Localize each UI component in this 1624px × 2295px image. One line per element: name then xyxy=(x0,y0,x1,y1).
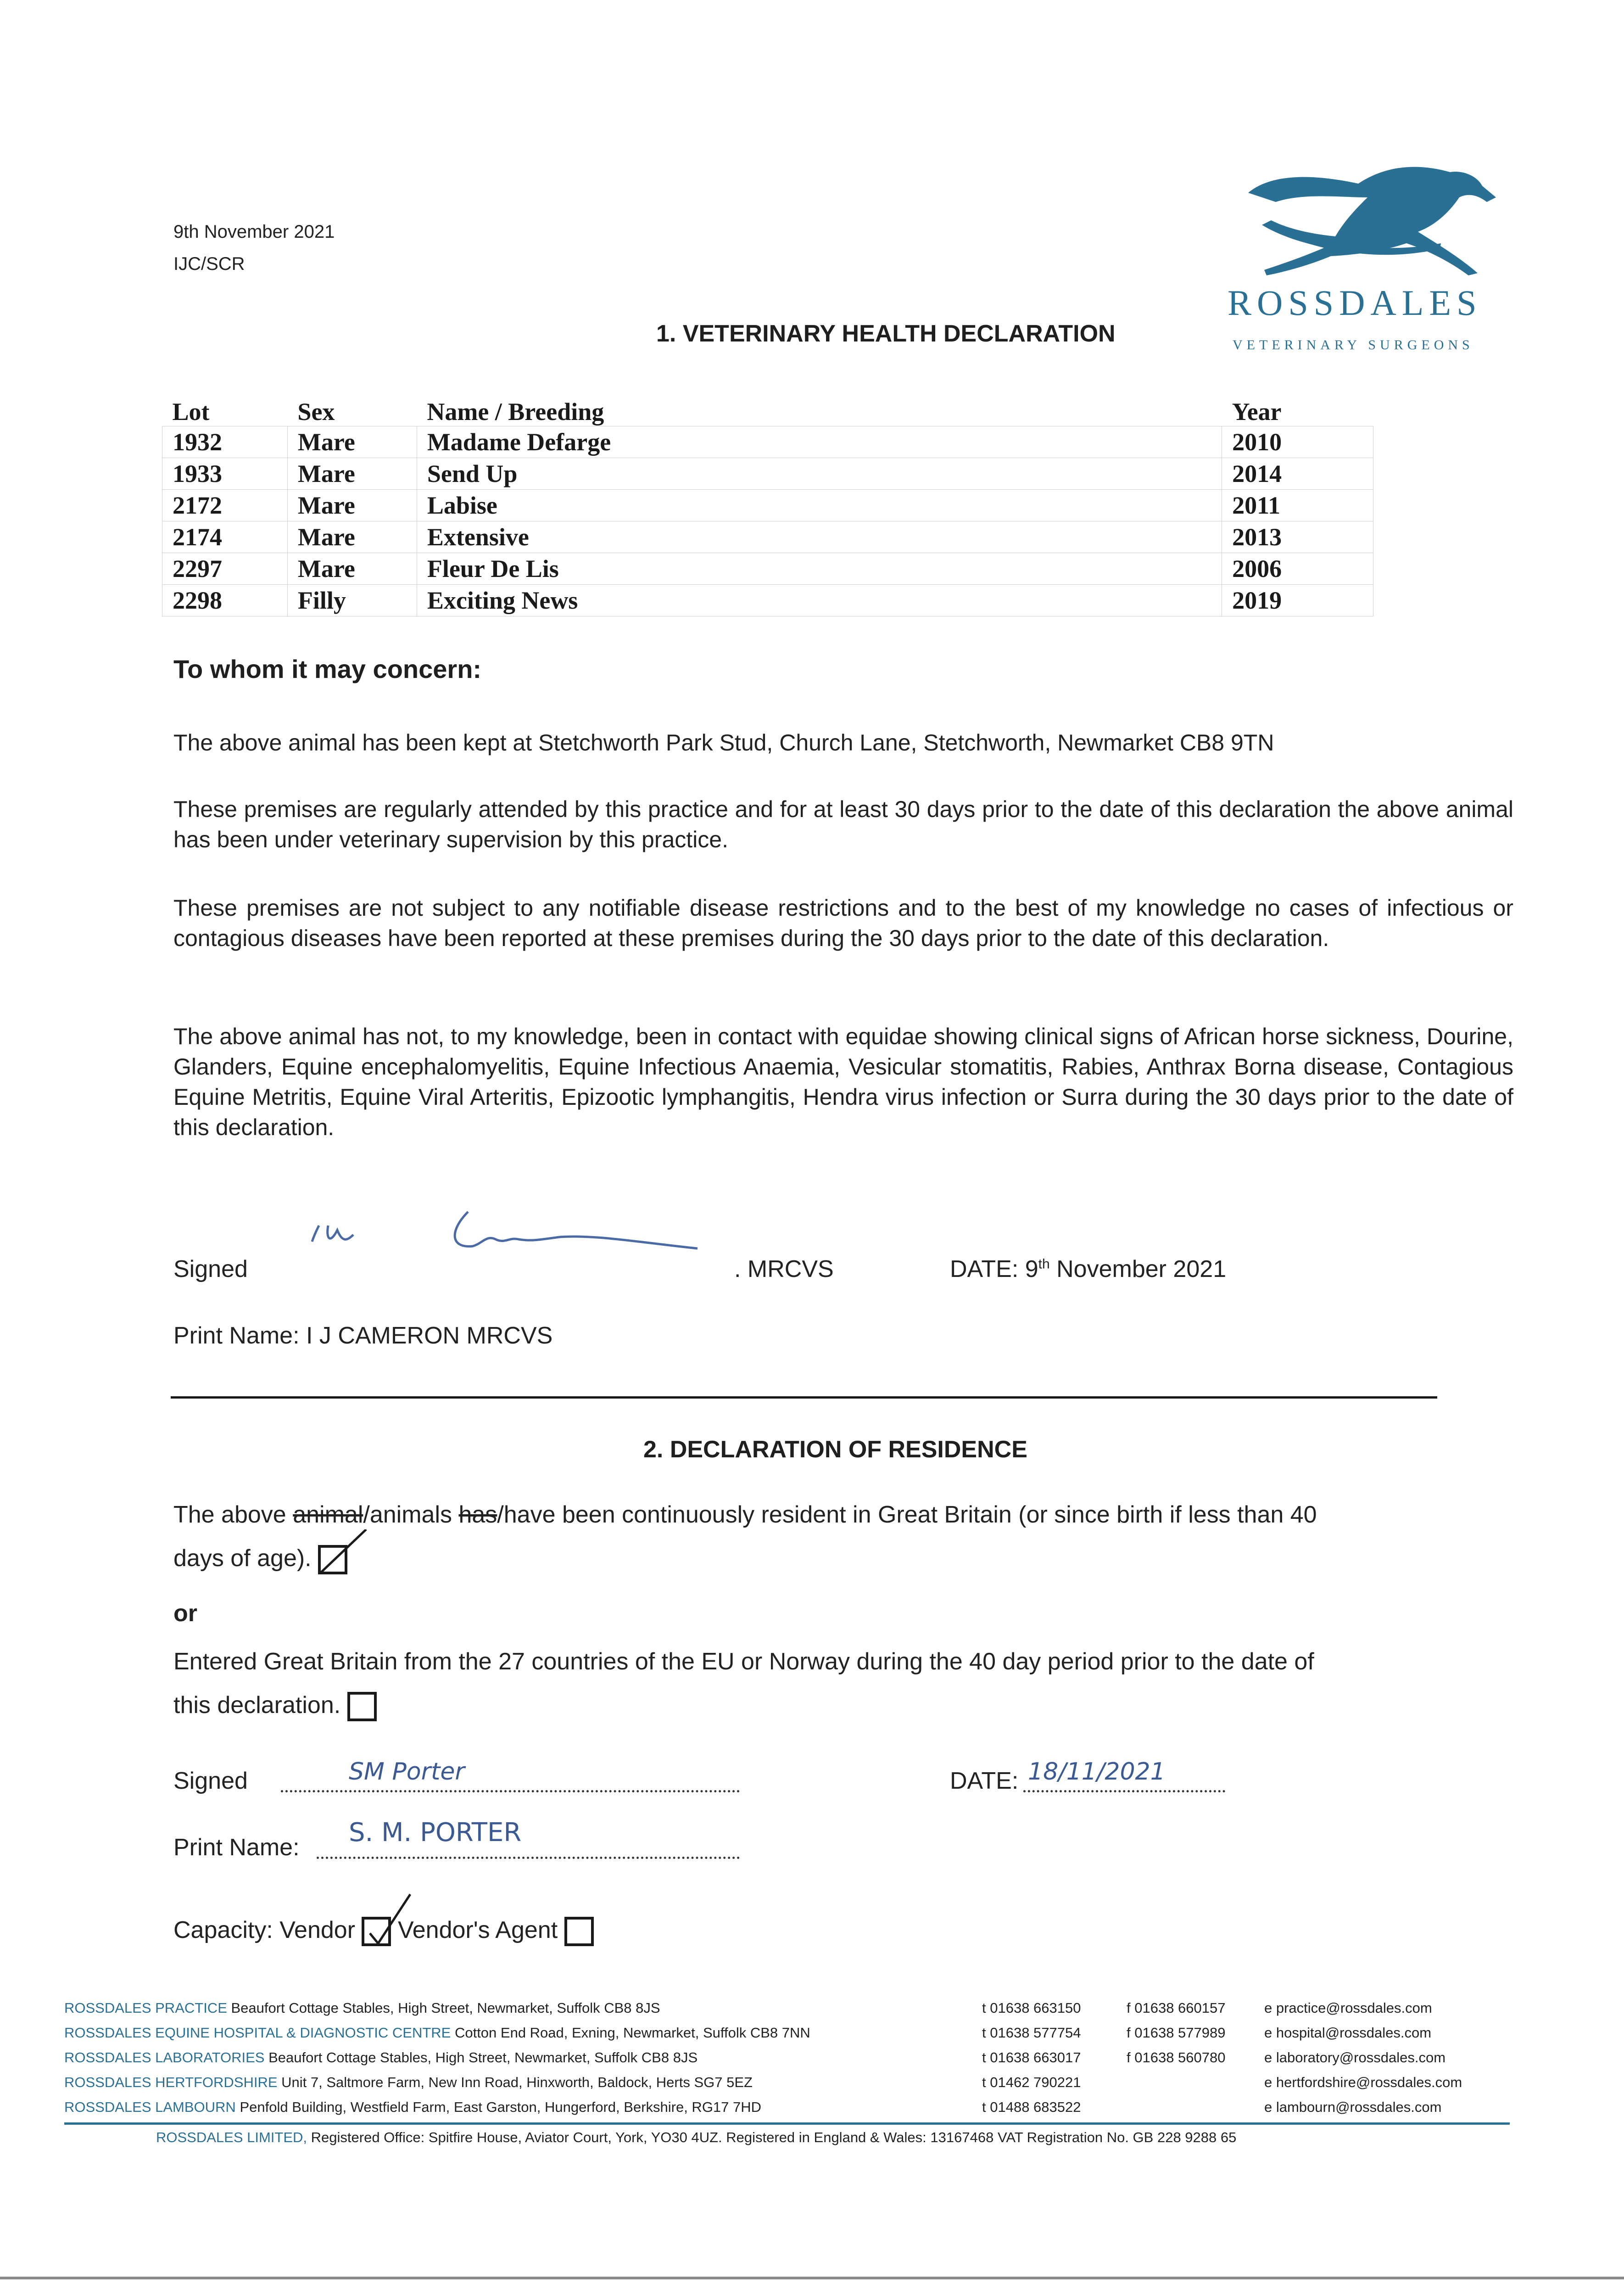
table-header-row xyxy=(162,382,1373,426)
tick-icon xyxy=(364,1892,415,1947)
cell-lot: 1933 xyxy=(162,458,288,490)
cell-lot: 2174 xyxy=(162,521,288,553)
section2-title: 2. DECLARATION OF RESIDENCE xyxy=(643,1436,1027,1463)
table-row xyxy=(162,458,1373,490)
cell-sex: Mare xyxy=(287,458,417,490)
tick-icon xyxy=(318,1529,368,1580)
cell-lot: 2298 xyxy=(162,585,288,616)
print-name-vet: Print Name: I J CAMERON MRCVS xyxy=(173,1322,553,1349)
cell-lot: 2297 xyxy=(162,553,288,585)
column-header-year: Year xyxy=(1232,398,1282,425)
cell-year: 2010 xyxy=(1222,426,1373,458)
cell-name: Exciting News xyxy=(417,585,1222,616)
salutation: To whom it may concern: xyxy=(173,655,482,683)
signature-graphic-icon xyxy=(303,1198,707,1276)
entered-line-1: Entered Great Britain from the 27 countries of the EU or Norway during the 40 day period prior to the date of xyxy=(173,1648,1314,1675)
cell-year: 2011 xyxy=(1222,490,1373,521)
letter-reference: IJC/SCR xyxy=(173,254,245,274)
signed-label: Signed xyxy=(173,1256,248,1282)
horse-logo-icon xyxy=(1221,151,1514,285)
signed-label-2: Signed xyxy=(173,1768,248,1794)
column-header-lot: Lot xyxy=(172,398,210,425)
cell-name: Extensive xyxy=(417,521,1222,553)
column-header-name: Name / Breeding xyxy=(427,398,604,425)
resident-checkbox[interactable] xyxy=(318,1545,347,1574)
capacity-row: Capacity: Vendor Vendor's Agent xyxy=(173,1916,594,1946)
registered-office: ROSSDALES LIMITED, Registered Office: Spitfire House, Aviator Court, York, YO30 4UZ. Registered in England & Wales: 13167468 VAT Registration No. GB 228 9288 65 xyxy=(156,2129,1237,2145)
paragraph-contact: The above animal has not, to my knowledge, been in contact with equidae showing clinical signs of African horse sickness, Dourine, Glanders, Equine encephalomyelitis, Equine Infectious Anaemia, Vesicular stomatitis, Rabies, Anthrax Borna disease, Contagious Equine Metritis, Equine Viral Arteritis, Epizootic lymphangitis, Hendra virus infection or Surra during the 30 days prior to the date of this declaration. xyxy=(173,1024,1513,1140)
table-row xyxy=(162,521,1373,553)
footer-office-row: ROSSDALES HERTFORDSHIRE Unit 7, Saltmore Farm, New Inn Road, Hinxworth, Baldock, Herts SG7 5EZ t 01462 790221 e hertfordshire@rossdales.com xyxy=(64,2074,1462,2090)
footer-offices xyxy=(64,1996,1514,2120)
section1-title: 1. VETERINARY HEALTH DECLARATION xyxy=(656,320,1116,347)
cell-year: 2006 xyxy=(1222,553,1373,585)
paragraph-premises: The above animal has been kept at Stetchworth Park Stud, Church Lane, Stetchworth, Newmarket CB8 9TN xyxy=(173,730,1274,756)
cell-lot: 1932 xyxy=(162,426,288,458)
mrcvs-label: . MRCVS xyxy=(734,1256,834,1282)
date-label-2: DATE: xyxy=(950,1768,1019,1794)
footer-office-row: ROSSDALES EQUINE HOSPITAL & DIAGNOSTIC CENTRE Cotton End Road, Exning, Newmarket, Suffolk CB8 7NN t 01638 577754 f 01638 577989 e hospital@rossdales.com xyxy=(64,2025,1432,2041)
table-row xyxy=(162,490,1373,521)
residence-line-1: The above animal/animals has/have been continuously resident in Great Britain (or since birth if less than 40 xyxy=(173,1501,1317,1528)
cell-sex: Filly xyxy=(287,585,417,616)
letter-date: 9th November 2021 xyxy=(173,222,335,242)
cell-name: Labise xyxy=(417,490,1222,521)
vendor-print-name: S. M. PORTER xyxy=(349,1818,522,1847)
paragraph-restrictions: These premises are not subject to any notifiable disease restrictions and to the best of my knowledge no cases of infectious or contagious diseases have been reported at these premises during the 30 days prior to the date of this declaration. xyxy=(173,895,1513,951)
logo-wordmark: ROSSDALES xyxy=(1228,283,1482,323)
entered-checkbox[interactable] xyxy=(347,1692,377,1721)
cell-year: 2019 xyxy=(1222,585,1373,616)
scan-edge xyxy=(0,2277,1624,2279)
residence-line-2: days of age). xyxy=(173,1545,347,1574)
vet-signature xyxy=(303,1198,707,1278)
paragraph-supervision: These premises are regularly attended by this practice and for at least 30 days prior to the date of this declaration the above animal has been under veterinary supervision by this practice. xyxy=(173,796,1513,852)
agent-checkbox[interactable] xyxy=(564,1917,594,1946)
table-row xyxy=(162,553,1373,585)
vendor-signature: SM Porter xyxy=(349,1758,465,1786)
logo-subtitle: VETERINARY SURGEONS xyxy=(1233,337,1474,353)
column-header-sex: Sex xyxy=(297,398,335,425)
footer-office-row: ROSSDALES PRACTICE Beaufort Cottage Stables, High Street, Newmarket, Suffolk CB8 8JS t 01638 663150 f 01638 660157 e practice@rossdales.com xyxy=(64,2000,1432,2016)
cell-lot: 2172 xyxy=(162,490,288,521)
footer-office-row: ROSSDALES LAMBOURN Penfold Building, Westfield Farm, East Garston, Hungerford, Berkshire, RG17 7HD t 01488 683522 e lambourn@rossdales.com xyxy=(64,2099,1442,2115)
section-divider xyxy=(171,1396,1437,1399)
footer-rule xyxy=(64,2122,1510,2125)
cell-year: 2014 xyxy=(1222,458,1373,490)
cell-sex: Mare xyxy=(287,553,417,585)
table-row xyxy=(162,585,1373,616)
cell-name: Fleur De Lis xyxy=(417,553,1222,585)
cell-sex: Mare xyxy=(287,521,417,553)
rossdales-logo xyxy=(1221,151,1542,372)
table-row xyxy=(162,426,1373,458)
print-name-label: Print Name: xyxy=(173,1834,300,1861)
entered-line-2: this declaration. xyxy=(173,1691,377,1721)
cell-sex: Mare xyxy=(287,426,417,458)
vet-date: DATE: 9th November 2021 xyxy=(950,1256,1227,1282)
footer-office-row: ROSSDALES LABORATORIES Beaufort Cottage Stables, High Street, Newmarket, Suffolk CB8 8JS t 01638 663017 f 01638 560780 e laboratory@rossdales.com xyxy=(64,2049,1446,2066)
declaration-date: 18/11/2021 xyxy=(1028,1758,1166,1786)
cell-sex: Mare xyxy=(287,490,417,521)
lots-table xyxy=(162,382,1373,616)
cell-name: Madame Defarge xyxy=(417,426,1222,458)
cell-name: Send Up xyxy=(417,458,1222,490)
vendor-checkbox[interactable] xyxy=(362,1917,391,1946)
cell-year: 2013 xyxy=(1222,521,1373,553)
or-label: or xyxy=(173,1600,197,1627)
